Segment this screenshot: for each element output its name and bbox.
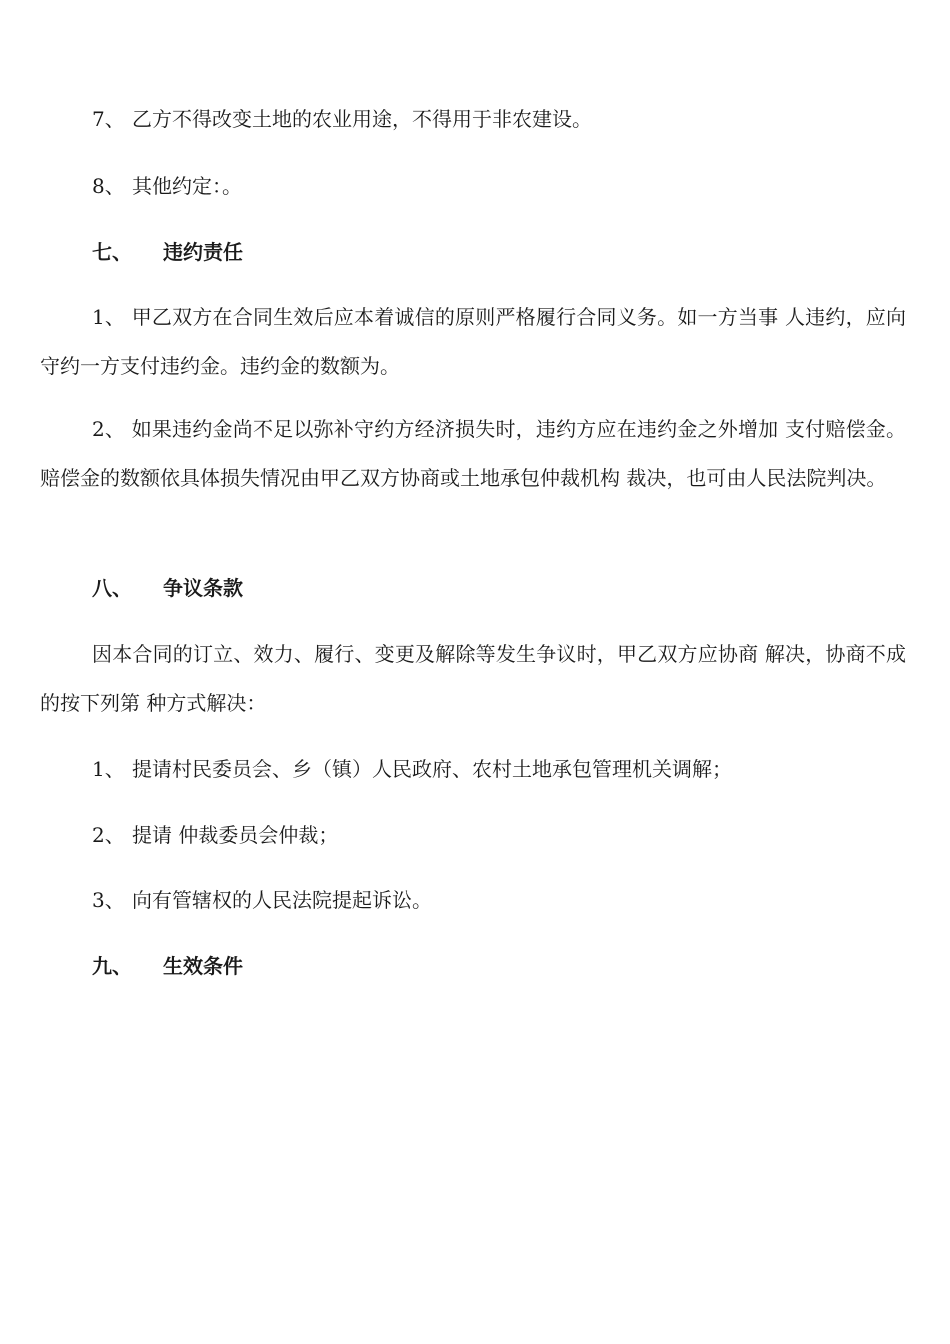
section-title: 违约责任 [163,240,243,264]
clause-text: 其他约定：。 [132,174,242,198]
dispute-option-1 [92,755,732,783]
option-text: 向有管辖权的人民法院提起诉讼。 [132,888,432,912]
section-number: 九、 [92,954,132,978]
section-heading-effectiveness [92,952,243,980]
option-number: 1、 [92,757,125,781]
clause-number: 8、 [92,174,125,198]
section-title: 争议条款 [163,576,243,600]
breach-clause-2: 2、 如果违约金尚不足以弥补守约方经济损失时，违约方应在违约金之外增加 支付赔偿金。赔偿金的数额依具体损失情况由甲乙双方协商或土地承包仲裁机构 裁决，也可由人民法院判决。 [40,417,906,490]
option-number: 2、 [92,823,125,847]
dispute-intro: 因本合同的订立、效力、履行、变更及解除等发生争议时，甲乙双方应协商 解决，协商不成的按下列第 种方式解决： [40,642,906,715]
option-number: 3、 [92,888,125,912]
dispute-option-2 [92,821,338,849]
clause-item-7 [92,105,592,133]
section-title: 生效条件 [163,954,243,978]
section-number: 八、 [92,576,132,600]
option-text: 提请村民委员会、乡（镇）人民政府、农村土地承包管理机关调解； [132,757,732,781]
section-heading-dispute [92,574,243,602]
clause-item-8 [92,172,242,200]
breach-clause-1: 1、 甲乙双方在合同生效后应本着诚信的原则严格履行合同义务。如一方当事 人违约，应向守约一方支付违约金。违约金的数额为。 [40,305,906,378]
section-number: 七、 [92,240,132,264]
clause-text: 乙方不得改变土地的农业用途，不得用于非农建设。 [132,107,592,131]
section-heading-breach [92,238,243,266]
clause-number: 7、 [92,107,125,131]
option-text: 提请 仲裁委员会仲裁； [132,823,339,847]
dispute-option-3 [92,886,432,914]
